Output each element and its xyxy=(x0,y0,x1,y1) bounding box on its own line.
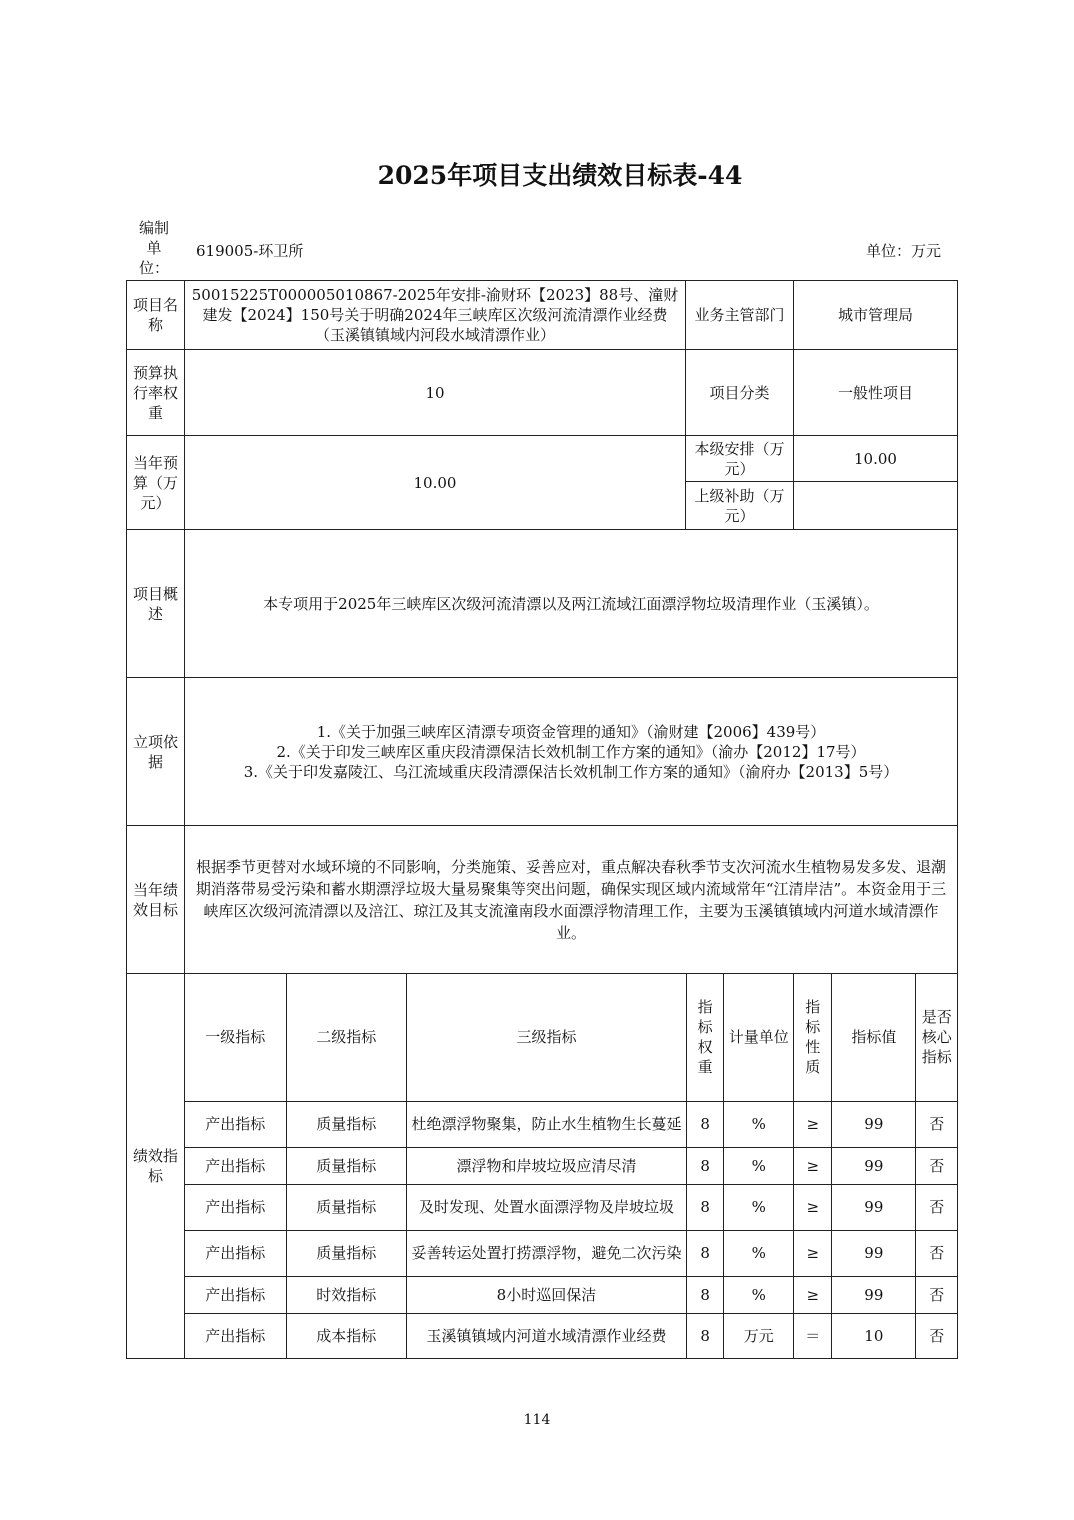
cell-nature: ≥ xyxy=(794,1230,832,1276)
cell-core: 否 xyxy=(916,1147,957,1184)
cell-level3: 漂浮物和岸坡垃圾应清尽清 xyxy=(406,1147,686,1184)
weight-label: 预算执行率权重 xyxy=(127,350,185,436)
budget-label: 当年预算（万元） xyxy=(127,436,185,530)
indicators-label: 绩效指标 xyxy=(127,974,185,1359)
basis-item: 3.《关于印发嘉陵江、乌江流域重庆段清漂保洁长效机制工作方案的通知》（渝府办【2013】5号） xyxy=(243,762,899,781)
weight-row xyxy=(127,350,958,436)
header-unit: 计量单位 xyxy=(724,974,794,1101)
cell-core: 否 xyxy=(916,1184,957,1230)
cell-core: 否 xyxy=(916,1313,957,1358)
table-row xyxy=(185,1276,957,1313)
category-value: 一般性项目 xyxy=(794,350,958,436)
cell-nature: ≥ xyxy=(794,1147,832,1184)
header-weight: 指标权重 xyxy=(687,974,724,1101)
cell-weight: 8 xyxy=(687,1101,724,1147)
cell-unit: % xyxy=(724,1101,794,1147)
page-number: 114 xyxy=(523,1412,551,1428)
cell-core: 否 xyxy=(916,1276,957,1313)
cell-unit: % xyxy=(724,1184,794,1230)
cell-value: 99 xyxy=(832,1101,916,1147)
org-label-line: 编制 xyxy=(138,219,169,237)
basis-item: 2.《关于印发三峡库区重庆段清漂保洁长效机制工作方案的通知》（渝办【2012】17号） xyxy=(276,742,866,761)
org-label-line: 位： xyxy=(138,259,169,277)
project-name-label: 项目名称 xyxy=(127,281,185,350)
cell-level3: 及时发现、处置水面漂浮物及岸坡垃圾 xyxy=(406,1184,686,1230)
cell-level2: 质量指标 xyxy=(286,1101,406,1147)
page-title: 2025年项目支出绩效目标表-44 xyxy=(377,161,743,190)
cell-value: 99 xyxy=(832,1147,916,1184)
basis-row xyxy=(127,678,958,826)
budget-row xyxy=(127,436,958,482)
cell-weight: 8 xyxy=(687,1276,724,1313)
cell-level3: 杜绝漂浮物聚集，防止水生植物生长蔓延 xyxy=(406,1101,686,1147)
cell-nature: ≥ xyxy=(794,1101,832,1147)
cell-core: 否 xyxy=(916,1230,957,1276)
org-label-line: 单 xyxy=(146,239,162,257)
dept-label: 业务主管部门 xyxy=(686,281,794,350)
goal-label: 当年绩效目标 xyxy=(127,826,185,974)
local-budget-value: 10.00 xyxy=(794,436,958,482)
cell-level2: 质量指标 xyxy=(286,1184,406,1230)
cell-level1: 产出指标 xyxy=(185,1230,286,1276)
cell-level1: 产出指标 xyxy=(185,1147,286,1184)
cell-value: 99 xyxy=(832,1276,916,1313)
local-budget-label: 本级安排（万元） xyxy=(686,436,794,482)
basis-label: 立项依据 xyxy=(127,678,185,826)
cell-unit: 万元 xyxy=(724,1313,794,1358)
unit-label: 单位：万元 xyxy=(866,242,942,260)
cell-unit: % xyxy=(724,1230,794,1276)
cell-value: 10 xyxy=(832,1313,916,1358)
overview-row xyxy=(127,530,958,678)
basis-item: 1.《关于加强三峡库区清漂专项资金管理的通知》（渝财建【2006】439号） xyxy=(316,722,826,741)
category-label: 项目分类 xyxy=(686,350,794,436)
dept-value: 城市管理局 xyxy=(794,281,958,350)
upper-budget-value xyxy=(794,482,958,530)
indicators-table xyxy=(185,974,957,1358)
indicators-cell xyxy=(185,974,958,1359)
header-level1: 一级指标 xyxy=(185,974,286,1101)
cell-weight: 8 xyxy=(687,1313,724,1358)
cell-nature: ≥ xyxy=(794,1184,832,1230)
header-level3: 三级指标 xyxy=(406,974,686,1101)
header-value: 指标值 xyxy=(832,974,916,1101)
cell-weight: 8 xyxy=(687,1147,724,1184)
overview-label: 项目概述 xyxy=(127,530,185,678)
cell-level2: 质量指标 xyxy=(286,1230,406,1276)
cell-value: 99 xyxy=(832,1184,916,1230)
header-level2: 二级指标 xyxy=(286,974,406,1101)
project-name-row xyxy=(127,281,958,350)
cell-nature: ＝ xyxy=(794,1313,832,1358)
cell-weight: 8 xyxy=(687,1184,724,1230)
table-row xyxy=(185,1313,957,1358)
table-row xyxy=(185,1147,957,1184)
table-row xyxy=(185,1184,957,1230)
goal-row xyxy=(127,826,958,974)
table-row xyxy=(185,1230,957,1276)
cell-level1: 产出指标 xyxy=(185,1276,286,1313)
cell-level3: 玉溪镇镇域内河道水域清漂作业经费 xyxy=(406,1313,686,1358)
cell-level3: 8小时巡回保洁 xyxy=(406,1276,686,1313)
upper-budget-label: 上级补助（万元） xyxy=(686,482,794,530)
project-name-value: 50015225T000005010867-2025年安排-渝财环【2023】88号、潼财建发【2024】150号关于明确2024年三峡库区次级河流清漂作业经费（玉溪镇镇域内河段水域清漂作业） xyxy=(185,281,686,350)
header-core: 是否核心指标 xyxy=(916,974,957,1101)
cell-level2: 质量指标 xyxy=(286,1147,406,1184)
budget-value: 10.00 xyxy=(185,436,686,530)
cell-weight: 8 xyxy=(687,1230,724,1276)
cell-level3: 妥善转运处置打捞漂浮物，避免二次污染 xyxy=(406,1230,686,1276)
cell-level2: 时效指标 xyxy=(286,1276,406,1313)
cell-value: 99 xyxy=(832,1230,916,1276)
indicators-header-row xyxy=(185,974,957,1101)
performance-target-table xyxy=(126,280,958,1359)
cell-unit: % xyxy=(724,1276,794,1313)
cell-level1: 产出指标 xyxy=(185,1313,286,1358)
indicators-row xyxy=(127,974,958,1359)
cell-unit: % xyxy=(724,1147,794,1184)
header-nature: 指标性质 xyxy=(794,974,832,1101)
table-row xyxy=(185,1101,957,1147)
cell-level1: 产出指标 xyxy=(185,1101,286,1147)
weight-value: 10 xyxy=(185,350,686,436)
org-label xyxy=(132,218,176,278)
org-value: 619005-环卫所 xyxy=(196,242,304,260)
basis-list xyxy=(185,678,958,826)
cell-nature: ≥ xyxy=(794,1276,832,1313)
goal-value: 根据季节更替对水域环境的不同影响，分类施策、妥善应对，重点解决春秋季节支次河流水生植物易发多发、退潮期消落带易受污染和蓄水期漂浮垃圾大量易聚集等突出问题，确保实现区域内流域常年“江清岸洁”。本资金用于三峡库区次级河流清漂以及涪江、琼江及其支流潼南段水面漂浮物清理工作，主要为玉溪镇镇域内河道水域清漂作业。 xyxy=(185,826,958,974)
cell-level2: 成本指标 xyxy=(286,1313,406,1358)
cell-level1: 产出指标 xyxy=(185,1184,286,1230)
overview-value: 本专项用于2025年三峡库区次级河流清漂以及两江流域江面漂浮物垃圾清理作业（玉溪镇）。 xyxy=(185,530,958,678)
cell-core: 否 xyxy=(916,1101,957,1147)
